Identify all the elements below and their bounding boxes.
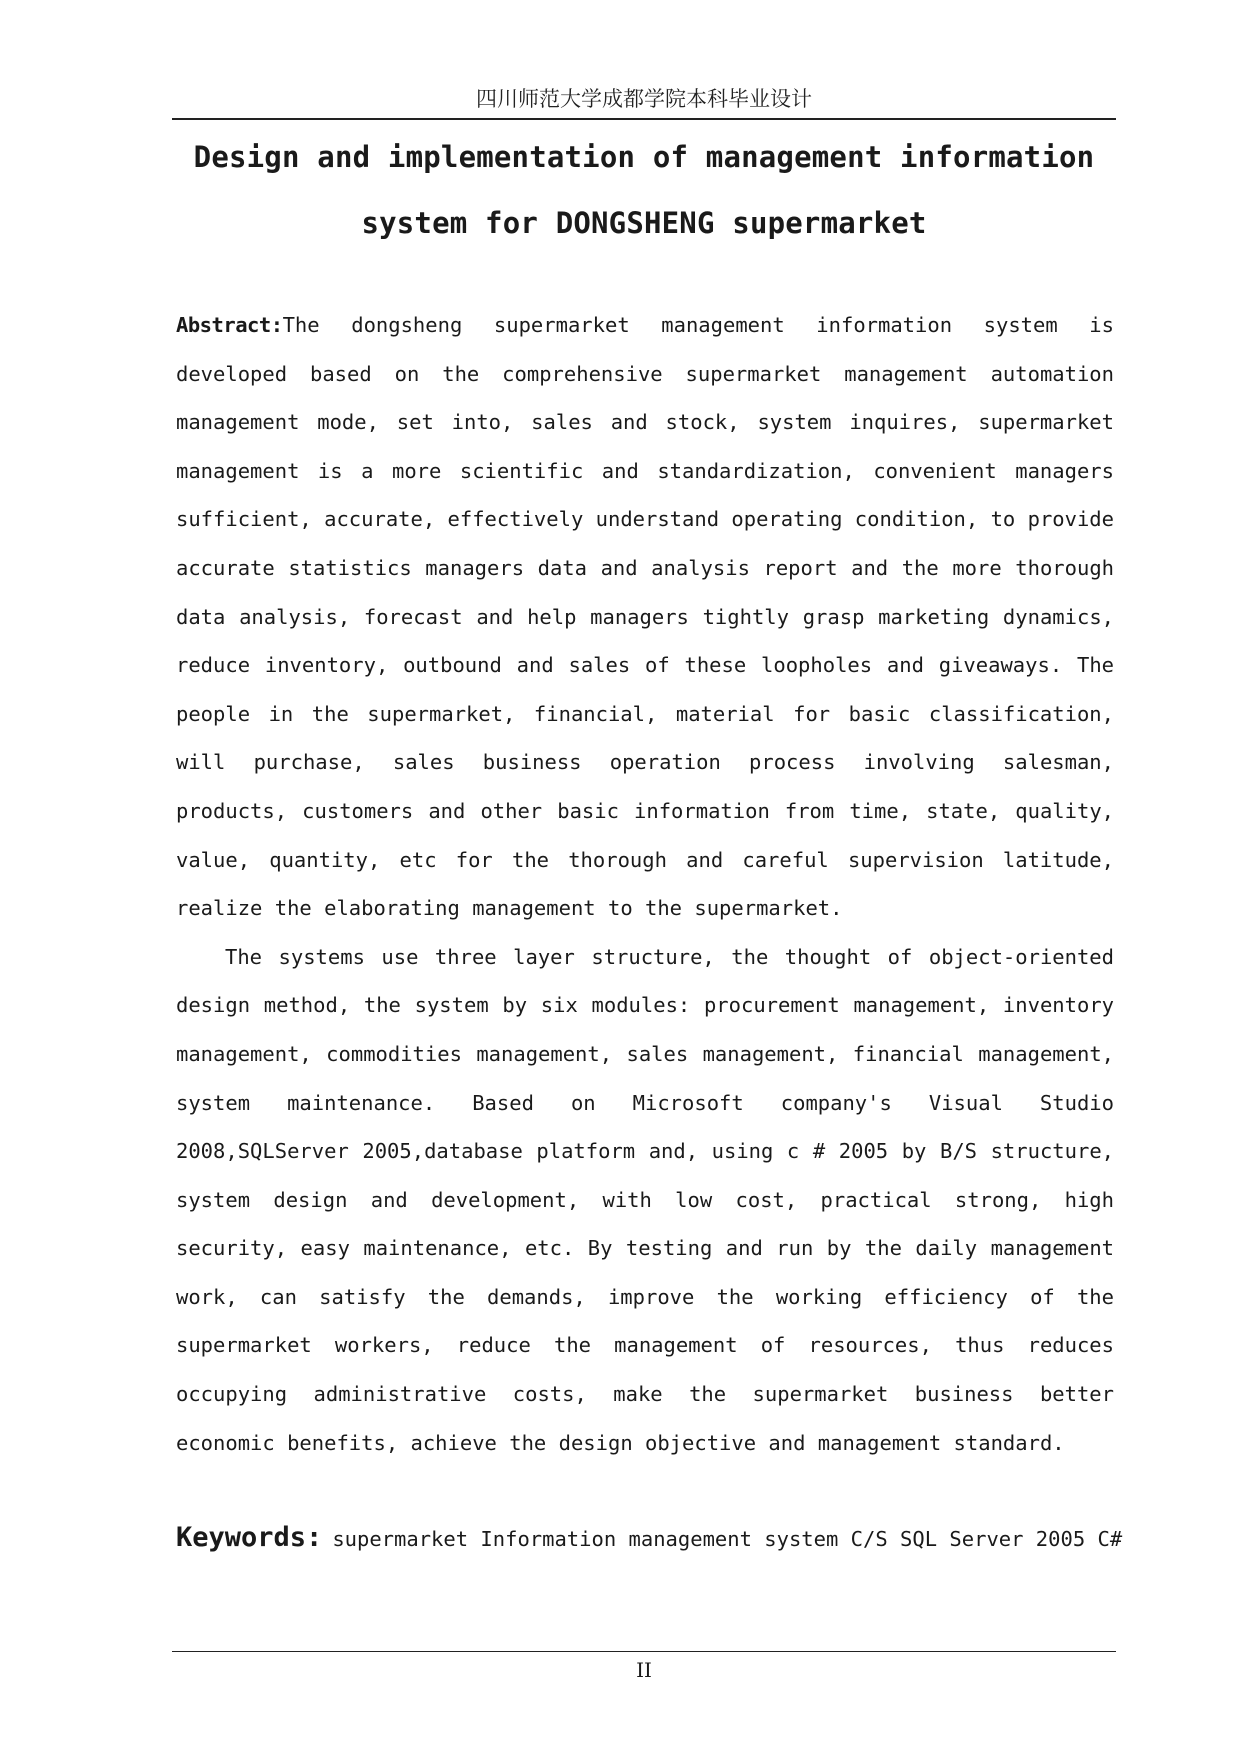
- page-title: Design and implementation of management information system for DONGSHENG supermarket: [193, 140, 1095, 240]
- header-divider: [172, 118, 1116, 120]
- abstract-paragraph-1-text: The dongsheng supermarket management information system is developed based on the comprehensive supermarket management automation management mode, set into, sales and stock, system inquires, supermarket management is a more scientific and standardization, convenient managers sufficient, accurate, effectively understand operating condition, to provide accurate statistics managers data and analysis report and the more thorough data analysis, forecast and help managers tightly grasp marketing dynamics, reduce inventory, outbound and sales of these loopholes and giveaways. The people in the supermarket, financial, material for basic classification, will purchase, sales business operation process involving salesman, products, customers and other basic information from time, state, quality, value, quantity, etc for the thorough and careful supervision latitude, realize the elaborating management to the supermarket.: [176, 313, 1114, 921]
- abstract-label: Abstract:: [176, 313, 283, 337]
- abstract-section: [176, 301, 1114, 1467]
- keywords-line: [176, 1518, 1123, 1559]
- running-header: 四川师范大学成都学院本科毕业设计: [476, 87, 812, 111]
- footer-divider: [172, 1651, 1116, 1652]
- page-number: II: [636, 1658, 652, 1682]
- abstract-paragraph-2: The systems use three layer structure, the thought of object-oriented design method, the system by six modules: procurement management, inventory management, commodities management, sales management, financial management, system maintenance. Based on Microsoft company's Visual Studio 2008,SQLServer 2005,database platform and, using c # 2005 by B/S structure, system design and development, with low cost, practical strong, high security, easy maintenance, etc. By testing and run by the daily management work, can satisfy the demands, improve the working efficiency of the supermarket workers, reduce the management of resources, thus reduces occupying administrative costs, make the supermarket business better economic benefits, achieve the design objective and management standard.: [176, 944, 1114, 1455]
- keywords-label: Keywords:: [176, 1522, 323, 1553]
- keywords-text: supermarket Information management system C/S SQL Server 2005 C#: [332, 1527, 1123, 1551]
- abstract-paragraph-1: [176, 301, 1114, 933]
